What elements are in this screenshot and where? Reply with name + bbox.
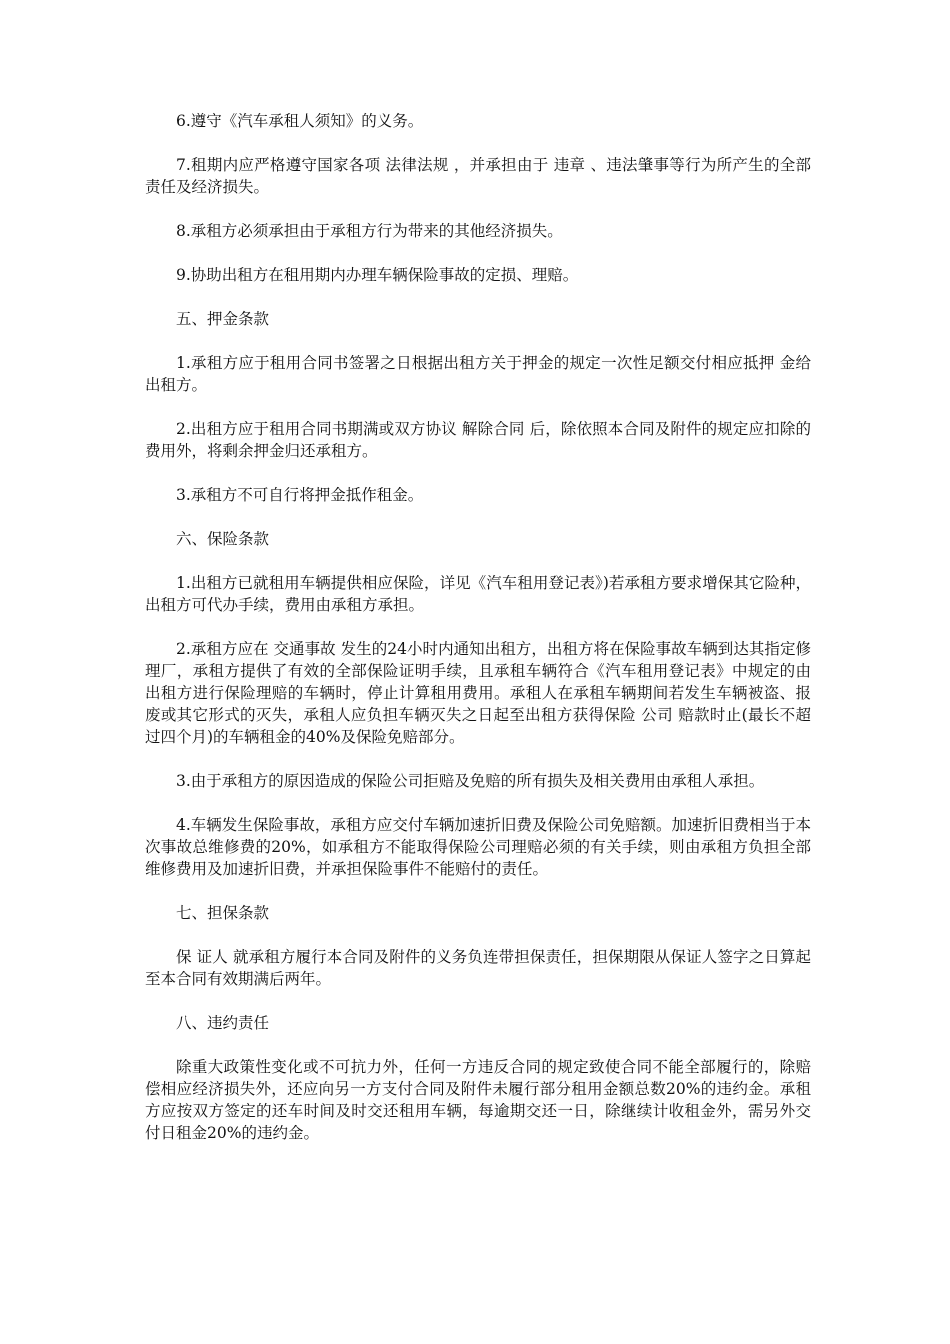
- liability-clause: 除重大政策性变化或不可抗力外，任何一方违反合同的规定致使合同不能全部履行的，除赔偿相应经济损失外，还应向另一方支付合同及附件未履行部分租用金额总数20%的违约金。承租方应按双方签定的还车时间及时交还租用车辆，每逾期交还一日，除继续计收租金外，需另外交付日租金20%的违约金。: [145, 1058, 811, 1142]
- clause-6-obey-notice: 6.遵守《汽车承租人须知》的义务。: [176, 112, 424, 130]
- section-heading-guarantee: 七、担保条款: [176, 904, 270, 922]
- guarantee-clause: 保 证人 就承租方履行本合同及附件的义务负连带担保责任，担保期限从保证人签字之日算起至本合同有效期满后两年。: [145, 948, 811, 988]
- document-page: [145, 110, 811, 1166]
- section-heading-liability: 八、违约责任: [176, 1014, 270, 1032]
- clause-7-obey-laws: 7.租期内应严格遵守国家各项 法律法规 ，并承担由于 违章 、违法肇事等行为所产生的全部责任及经济损失。: [145, 156, 811, 196]
- deposit-clause-2: 2.出租方应于租用合同书期满或双方协议 解除合同 后，除依照本合同及附件的规定应扣除的费用外，将剩余押金归还承租方。: [145, 420, 811, 460]
- section-heading-insurance: 六、保险条款: [176, 530, 270, 548]
- insurance-clause-1: 1.出租方已就租用车辆提供相应保险，详见《汽车租用登记表》)若承租方要求增保其它险种，出租方可代办手续，费用由承租方承担。: [145, 574, 811, 614]
- deposit-clause-1: 1.承租方应于租用合同书签署之日根据出租方关于押金的规定一次性足额交付相应抵押 金给出租方。: [145, 354, 811, 394]
- insurance-clause-3: 3.由于承租方的原因造成的保险公司拒赔及免赔的所有损失及相关费用由承租人承担。: [176, 772, 765, 790]
- clause-9-assist-claims: 9.协助出租方在租用期内办理车辆保险事故的定损、理赔。: [176, 266, 579, 284]
- insurance-clause-4: 4.车辆发生保险事故，承租方应交付车辆加速折旧费及保险公司免赔额。加速折旧费相当于本次事故总维修费的20%，如承租方不能取得保险公司理赔必须的有关手续，则由承租方负担全部维修费用及加速折旧费，并承担保险事件不能赔付的责任。: [145, 816, 811, 878]
- insurance-clause-2: 2.承租方应在 交通事故 发生的24小时内通知出租方，出租方将在保险事故车辆到达其指定修理厂，承租方提供了有效的全部保险证明手续，且承租车辆符合《汽车租用登记表》中规定的由出租方进行保险理赔的车辆时，停止计算租用费用。承租人在承租车辆期间若发生车辆被盗、报废或其它形式的灭失，承租人应负担车辆灭失之日起至出租方获得保险 公司 赔款时止(最长不超过四个月)的车辆租金的40%及保险免赔部分。: [145, 640, 811, 746]
- section-heading-deposit: 五、押金条款: [176, 310, 270, 328]
- deposit-clause-3: 3.承租方不可自行将押金抵作租金。: [176, 486, 424, 504]
- clause-8-other-losses: 8.承租方必须承担由于承租方行为带来的其他经济损失。: [176, 222, 563, 240]
